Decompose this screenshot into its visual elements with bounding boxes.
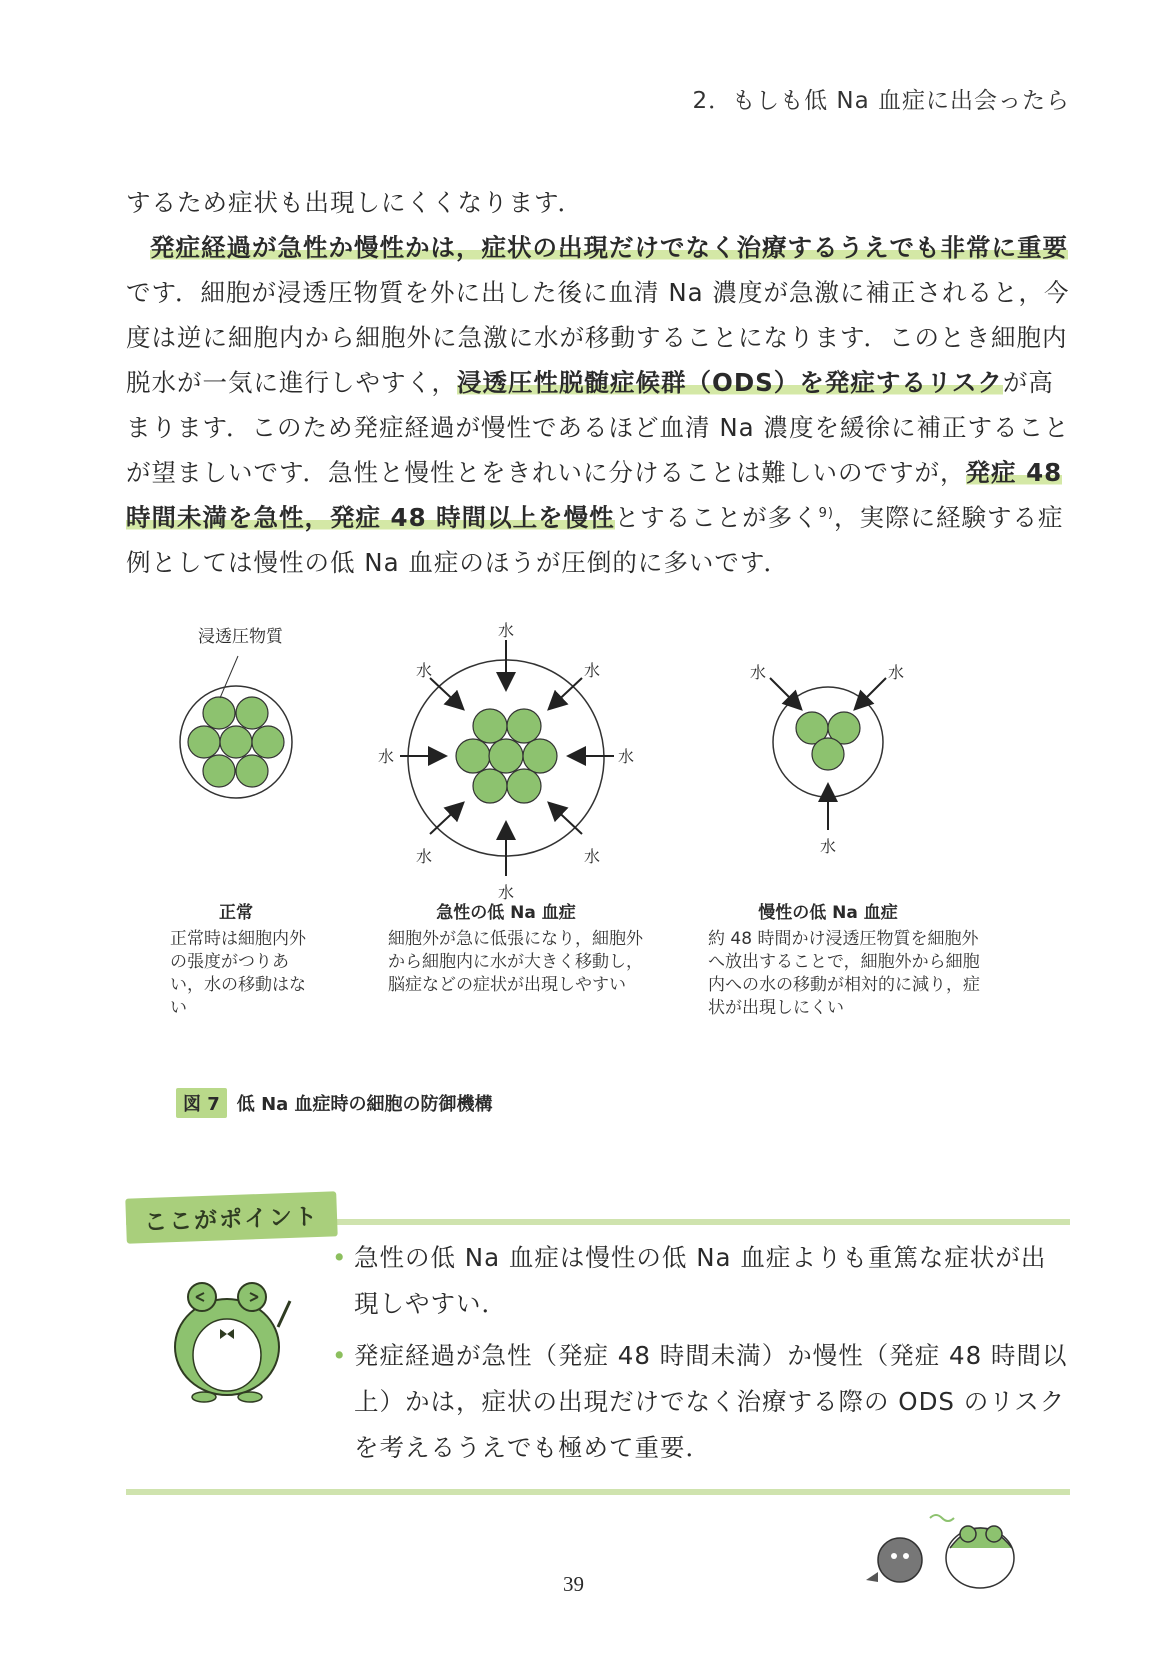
highlight-3: 発症 48 時間未満を急性，発症 48 時間以上を慢性 (126, 458, 1063, 532)
water-label-acute-bottom: 水 (498, 883, 515, 902)
running-header: 2．もしも低 Na 血症に出会ったら (692, 88, 1070, 114)
highlight-2: 浸透圧性脱髄症候群（ODS）を発症するリスク (457, 368, 1003, 397)
panel-desc-acute: 細胞外が急に低張になり，細胞外から細胞内に水が大きく移動し，脳症などの症状が出現しやすい (388, 929, 643, 995)
normal-cell (180, 656, 292, 798)
water-label-acute-left: 水 (378, 747, 395, 766)
water-label-chronic-bottom: 水 (820, 837, 837, 856)
osmotic-substance-label: 浸透圧物質 (198, 627, 283, 647)
text-4: ，実際に経験する症例としては慢性の低 Na 血症のほうが圧倒的に多いです． (126, 503, 1064, 577)
page-number: 39 (563, 1572, 584, 1596)
chronic-cell (770, 678, 886, 830)
key-point-box (126, 1195, 1070, 1495)
water-label-acute-lower-right: 水 (584, 847, 601, 866)
water-label-acute-top: 水 (498, 621, 515, 640)
bullet-icon: • (332, 1341, 348, 1370)
water-label-chronic-left: 水 (750, 663, 767, 682)
frog-mascot-icon (152, 1257, 312, 1407)
panel-title-normal: 正常 (219, 903, 253, 923)
bottom-rule (126, 1489, 1070, 1495)
key-point-item (332, 1333, 1070, 1471)
highlight-1: 発症経過が急性か慢性かは，症状の出現だけでなく治療するうえでも非常に重要 (150, 233, 1068, 262)
water-label-acute-right: 水 (618, 747, 635, 766)
figure-caption (176, 1088, 493, 1118)
water-label-acute-lower-left: 水 (416, 847, 433, 866)
text-1: です．細胞が浸透圧物質を外に出した後に血清 Na 濃度が急激に補正されると，今度は逆に細胞内から細胞外に急激に水が移動することになります．このとき細胞内脱水が一気に進行しやすく， (126, 278, 1070, 397)
figure-number-badge: 図 7 (176, 1088, 227, 1118)
panel-title-acute: 急性の低 Na 血症 (436, 903, 576, 923)
paragraph-2 (126, 225, 1072, 585)
figure-7 (160, 621, 1040, 1100)
key-point-text-1: 急性の低 Na 血症は慢性の低 Na 血症よりも重篤な症状が出現しやすい． (354, 1243, 1047, 1318)
mascot-characters-icon (860, 1500, 1040, 1595)
key-point-title: ここがポイント (125, 1191, 337, 1243)
reference-superscript: 9) (818, 505, 834, 521)
text-3: とすることが多く (614, 503, 819, 532)
water-label-chronic-right: 水 (888, 663, 905, 682)
panel-title-chronic: 慢性の低 Na 血症 (758, 903, 898, 923)
key-point-text-2: 発症経過が急性（発症 48 時間未満）か慢性（発症 48 時間以上）かは，症状の出現だけでなく治療する際の ODS のリスクを考えるうえでも極めて重要． (354, 1341, 1068, 1462)
text-2: が高まります．このため発症経過が慢性であるほど血清 Na 濃度を緩徐に補正することが望ましいです．急性と慢性とをきれいに分けることは難しいのですが， (126, 368, 1070, 487)
figure-caption-text: 低 Na 血症時の細胞の防御機構 (236, 1094, 493, 1115)
bullet-icon: • (332, 1243, 348, 1272)
water-label-acute-upper-left: 水 (416, 661, 433, 680)
acute-cell (400, 640, 614, 876)
water-label-acute-upper-right: 水 (584, 661, 601, 680)
panel-desc-chronic: 約 48 時間かけ浸透圧物質を細胞外へ放出することで，細胞外から細胞内への水の移動が相対的に減り，症状が出現しにくい (708, 929, 980, 1018)
panel-desc-normal: 正常時は細胞内外の張度がつりあい，水の移動はない (170, 929, 306, 1018)
paragraph-1: するため症状も出現しにくくなります． (126, 188, 584, 217)
key-point-item (332, 1235, 1070, 1327)
body-text (126, 180, 1072, 585)
key-point-list (332, 1235, 1070, 1477)
